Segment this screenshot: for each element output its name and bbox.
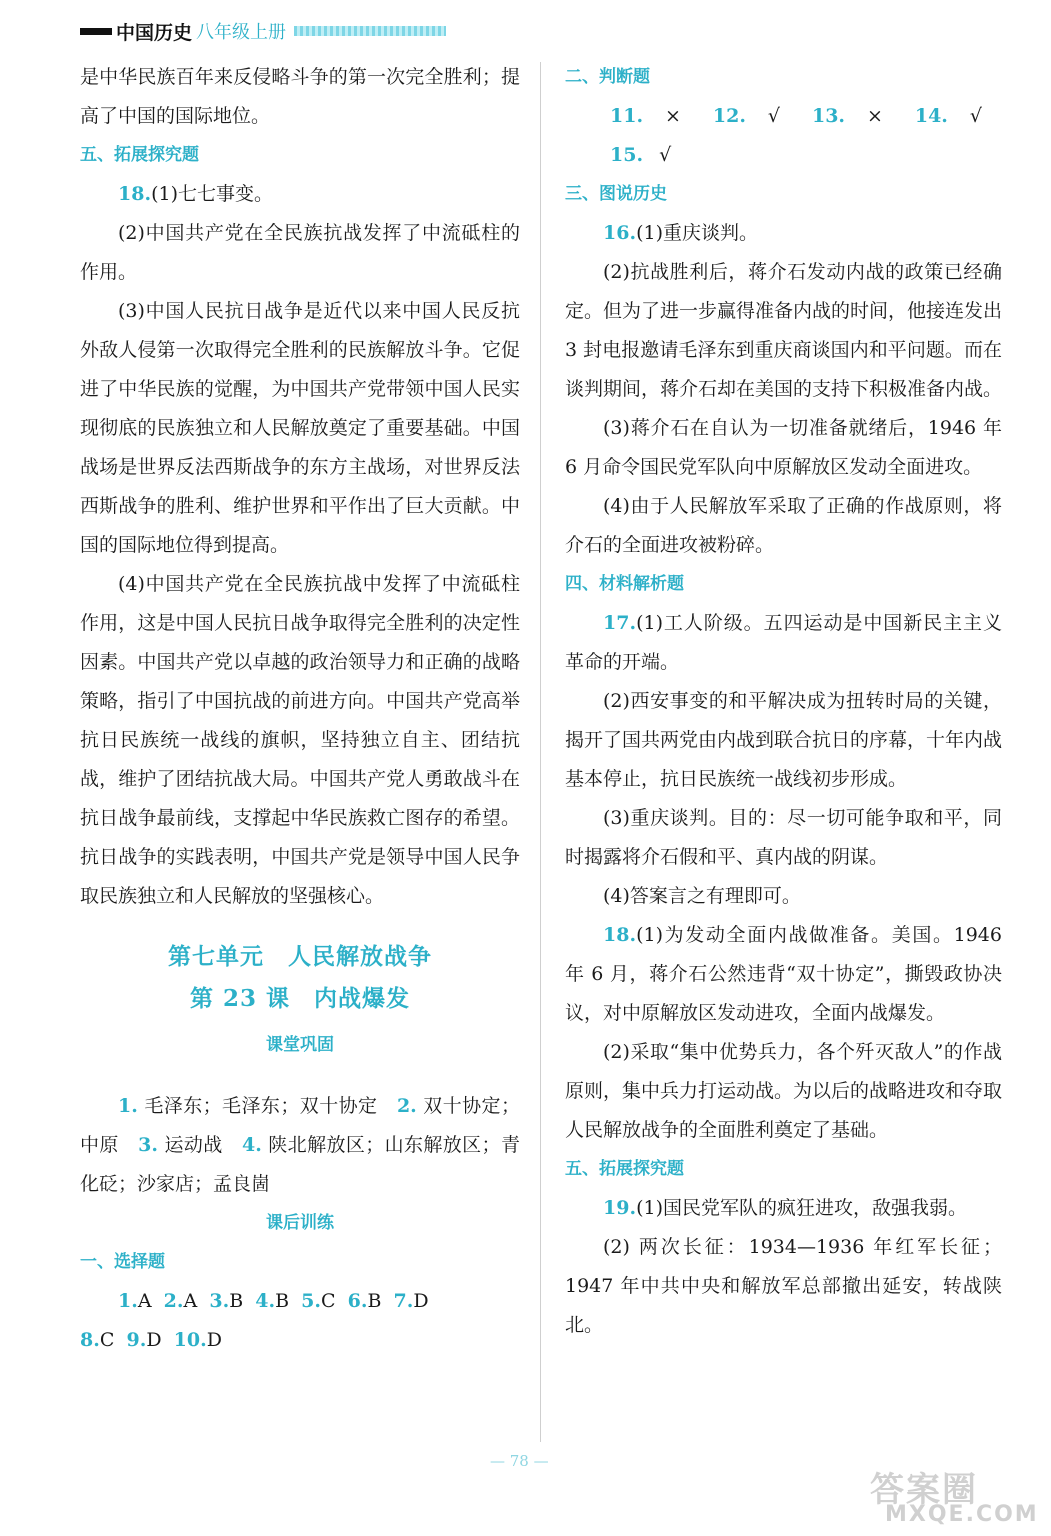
fill-3-number: 3.: [138, 1134, 159, 1156]
judge-11-number: 11.: [610, 105, 644, 127]
section-3-title: 三、图说历史: [565, 184, 667, 204]
q16-p1-text: (1)重庆谈判。: [636, 222, 758, 244]
fill-2-number: 2.: [396, 1095, 417, 1117]
right-column: [565, 58, 1002, 1345]
section-4-title: 四、材料解析题: [565, 574, 684, 594]
section-5-right-title: 五、拓展探究题: [565, 1159, 684, 1179]
choice-3-number: 3.: [209, 1290, 230, 1312]
choice-9-number: 9.: [126, 1329, 147, 1351]
fill-answers: [80, 1087, 520, 1204]
choice-9-answer: D: [146, 1329, 162, 1351]
judge-15-answer: √: [659, 144, 672, 166]
choice-3-answer: B: [229, 1290, 244, 1312]
choice-answers-row2: [80, 1321, 520, 1360]
q16-part4: (4)由于人民解放军采取了正确的作战原则，将介石的全面进攻被粉碎。: [565, 495, 1002, 556]
header-bar: [80, 28, 112, 35]
q18-part4: (4)中国共产党在全民族抗战中发挥了中流砥柱作用，这是中国人民抗日战争取得完全胜利的决定性因素。中国共产党以卓越的政治领导力和正确的战略策略，指引了中国抗战的前进方向。中国共产党高举抗日民族统一战线的旗帜，坚持独立自主、团结抗战，维护了团结抗战大局。中国共产党人勇敢战斗在抗日战争最前线，支撑起中华民族救亡图存的希望。抗日战争的实践表明，中国共产党是领导中国人民争取民族独立和人民解放的坚强核心。: [80, 573, 520, 907]
choice-6-answer: B: [367, 1290, 382, 1312]
q19-part2: (2) 两次长征：1934—1936 年红军长征；1947 年中共中央和解放军总部撤出延安，转战陕北。: [565, 1236, 1002, 1336]
choice-5-answer: C: [321, 1290, 336, 1312]
q16-part3: (3)蒋介石在自认为一切准备就绪后，1946 年 6 月命令国民党军队向中原解放区发动全面进攻。: [565, 417, 1002, 478]
q17-part3: (3)重庆谈判。目的：尽一切可能争取和平，同时揭露将介石假和平、真内战的阴谋。: [565, 807, 1002, 868]
intro-text: 是中华民族百年来反侵略斗争的第一次完全胜利；提高了中国的国际地位。: [80, 66, 520, 127]
fill-3-answer: 运动战: [164, 1134, 223, 1156]
q18r-p1-text: (1)为发动全面内战做准备。美国。1946 年 6 月，蒋介石公然违背“双十协定”，撕毁政协决议，对中原解放区发动进攻，全面内战爆发。: [565, 924, 1002, 1024]
choice-7-answer: D: [413, 1290, 429, 1312]
choice-answers-row1: [80, 1282, 520, 1321]
judge-11-answer: ×: [665, 105, 681, 127]
fill-2-answer: 双十协定；中原: [80, 1095, 520, 1156]
watermark-logo: [870, 1462, 1040, 1530]
q17-part1: [565, 604, 1002, 682]
q18r-number: 18.: [603, 924, 637, 946]
q18-part2: (2)中国共产党在全民族抗战发挥了中流砥柱的作用。: [80, 222, 520, 283]
section-2-title: 二、判断题: [565, 67, 650, 87]
q18r-part1: [565, 916, 1002, 1033]
watermark-line1: 答案圈: [870, 1470, 978, 1510]
classroom-title: 课堂巩固: [266, 1035, 334, 1055]
choice-10-answer: D: [206, 1329, 222, 1351]
left-column: [80, 58, 520, 1360]
page-number: — 78 —: [490, 1452, 549, 1470]
choice-4-answer: B: [275, 1290, 290, 1312]
choice-7-number: 7.: [393, 1290, 414, 1312]
judge-15-number: 15.: [610, 144, 644, 166]
column-divider: [540, 62, 541, 1442]
fill-4-answer: 陕北解放区；山东解放区；青化砭；沙家店；孟良崮: [80, 1134, 520, 1195]
q18-part1: [80, 175, 520, 214]
choice-5-number: 5.: [301, 1290, 321, 1312]
judge-14-answer: √: [969, 105, 982, 127]
q19-number: 19.: [603, 1197, 637, 1219]
q17-p1-text: (1)工人阶级。五四运动是中国新民主主义革命的开端。: [565, 612, 1002, 673]
choice-4-number: 4.: [255, 1290, 276, 1312]
q19-p1-text: (1)国民党军队的疯狂进攻，敌强我弱。: [636, 1197, 967, 1219]
choice-2-number: 2.: [163, 1290, 184, 1312]
lesson-title: 第 23 课 内战爆发: [189, 985, 411, 1012]
choice-8-answer: C: [99, 1329, 115, 1351]
choice-8-number: 8.: [80, 1329, 100, 1351]
judge-12-number: 12.: [712, 105, 746, 127]
q17-number: 17.: [603, 612, 637, 634]
q17-part2: (2)西安事变的和平解决成为扭转时局的关键，揭开了国共两党由内战到联合抗日的序幕，十年内战基本停止，抗日民族统一战线初步形成。: [565, 690, 1003, 790]
section-1-title: 一、选择题: [80, 1252, 165, 1272]
page-header: [80, 18, 446, 44]
unit-title: 第七单元 人民解放战争: [168, 943, 432, 970]
choice-1-answer: A: [137, 1290, 152, 1312]
judge-12-answer: √: [767, 105, 781, 127]
header-title: 中国历史: [116, 21, 193, 44]
q17-part4: (4)答案言之有理即可。: [603, 885, 801, 907]
fill-4-number: 4.: [242, 1134, 262, 1156]
choice-6-number: 6.: [347, 1290, 368, 1312]
after-class-title: 课后训练: [266, 1213, 334, 1233]
q18-p1-text: (1)七七事变。: [151, 183, 273, 205]
q18-number: 18.: [118, 183, 152, 205]
judge-answers: [610, 97, 1002, 175]
choice-2-answer: A: [183, 1290, 198, 1312]
section-5-title: 五、拓展探究题: [80, 145, 199, 165]
q18-part3: (3)中国人民抗日战争是近代以来中国人民反抗外敌人侵第一次取得完全胜利的民族解放斗争。它促进了中华民族的觉醒，为中国共产党带领中国人民实现彻底的民族独立和人民解放奠定了重要基础。中国战场是世界反法西斯战争的东方主战场，对世界反法西斯战争的胜利、维护世界和平作出了巨大贡献。中国的国际地位得到提高。: [80, 300, 520, 556]
choice-10-number: 10.: [173, 1329, 207, 1351]
watermark-line2: MXQE.COM: [885, 1502, 1039, 1527]
fill-1-answer: 毛泽东；毛泽东；双十协定: [144, 1095, 378, 1117]
q16-part1: [565, 214, 1002, 253]
choice-1-number: 1.: [118, 1290, 138, 1312]
q18r-part2: (2)采取“集中优势兵力，各个歼灭敌人”的作战原则，集中兵力打运动战。为以后的战略进攻和夺取人民解放战争的全面胜利奠定了基础。: [565, 1041, 1003, 1141]
judge-14-number: 14.: [914, 105, 948, 127]
q16-number: 16.: [603, 222, 637, 244]
judge-13-number: 13.: [811, 105, 846, 127]
q19-part1: [565, 1189, 1002, 1228]
q16-part2: (2)抗战胜利后，蒋介石发动内战的政策已经确定。但为了进一步赢得准备内战的时间，他接连发出 3 封电报邀请毛泽东到重庆商谈国内和平问题。而在谈判期间，蒋介石却在美国的支持下积极准备内战。: [565, 261, 1003, 400]
header-subtitle: 八年级上册: [196, 22, 287, 43]
judge-13-answer: ×: [866, 105, 883, 127]
header-stripe: [294, 26, 446, 36]
fill-1-number: 1.: [118, 1095, 138, 1117]
